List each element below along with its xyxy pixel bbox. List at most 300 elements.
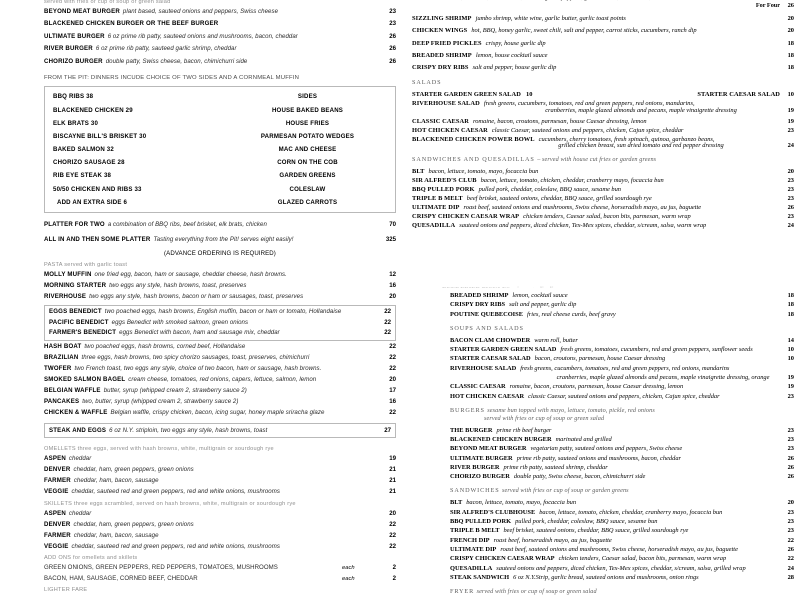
item-price: 23 — [787, 426, 794, 434]
heading-subtext: served with fries or cup of soup or green salad — [476, 588, 597, 595]
item-price: 21 — [389, 488, 396, 496]
item-desc: romaine, bacon, croutons, parmesan, house Caesar dressing, lemon — [472, 117, 647, 125]
item-desc: two French toast, two eggs any style, choice of two bacon, ham or sausage, hash browns. — [74, 364, 322, 372]
menu-item — [412, 65, 794, 72]
heading-subtext: – served with house cut fries or garden greens — [537, 156, 657, 164]
item-desc: Tasting everything from the Pit! serves eight easily! — [153, 235, 294, 243]
item-name: BELGIAN WAFFLE — [44, 386, 101, 394]
menu-item — [412, 205, 794, 212]
menu-item — [49, 309, 391, 315]
item-price: 18 — [787, 301, 794, 309]
item-price: 21 — [389, 466, 396, 474]
side-item: GARDEN GREENS — [279, 172, 336, 180]
skillets-list — [44, 511, 396, 550]
item-desc: salt and pepper, house garlic dip — [472, 64, 557, 72]
item-name: SMOKED SALMON BAGEL — [44, 375, 126, 383]
item-name: QUESADILLA — [450, 564, 493, 572]
item-name: CLASSIC CAESAR — [450, 383, 506, 391]
item-desc: cheddar, sauteed red and green peppers, red and white onions, mushrooms — [71, 488, 280, 496]
item-price: 10 — [787, 355, 794, 363]
overlay-menu-layer — [442, 288, 794, 601]
menu-item — [44, 272, 396, 278]
item-name: BLACKENED CHICKEN POWER BOWL — [412, 135, 535, 143]
menu-item — [442, 347, 794, 354]
item-name: BREADED SHRIMP — [412, 51, 472, 59]
item-desc — [444, 0, 746, 2]
item-desc: salt and pepper, garlic dip — [509, 301, 577, 309]
item-name: CRISPY DRY RIBS — [412, 64, 469, 72]
item-name: SIR ALFRED'S CLUB — [412, 177, 477, 185]
item-price: 23 — [389, 20, 396, 28]
platter-item — [44, 221, 396, 228]
menu-item — [44, 489, 396, 495]
item-desc: romaine, bacon, croutons, parmesan, house Caesar dressing, lemon — [509, 383, 684, 391]
item-desc: roast beef, sauteed onions and mushrooms, Swiss cheese, horseradish mayo, au jus, baguette — [500, 546, 738, 554]
menu-item — [442, 437, 794, 444]
continuation-text: cranberries, maple glazed almonds and pecans, maple vinaigrette dressing, orange — [556, 374, 770, 382]
item-desc: cheddar, ham, bacon, sausage — [73, 531, 159, 539]
item-price: 23 — [787, 527, 794, 535]
item-desc: cheddar, ham, bacon, sausage — [73, 477, 159, 485]
item-price: 19 — [787, 383, 794, 391]
item-name: CLASSIC CAESAR — [412, 117, 469, 125]
item-price: 24 — [787, 142, 794, 150]
heading-text: SANDWICHES — [450, 487, 500, 495]
heading-subtext: sesame bun topped with mayo, lettuce, tomato, pickle, red onions — [487, 406, 655, 414]
item-name: EGGS BENEDICT — [49, 307, 102, 315]
item-name: STEAK AND EGGS — [49, 427, 107, 435]
sandwiches-quesadillas-heading — [412, 156, 794, 163]
menu-item — [49, 428, 391, 434]
item-name: STEAK SANDWICH — [450, 574, 510, 582]
item-name: MORNING STARTER — [44, 281, 107, 289]
item-desc: warm roll, butter — [534, 336, 578, 344]
item-name: DEEP FRIED PICKLES — [412, 39, 482, 47]
item-desc: sauteed onions and peppers, diced chicken, Tex-Mex spices, cheddar, s/cream, salsa, warm wrap — [459, 221, 707, 229]
item-price: 23 — [787, 435, 794, 443]
item-desc: cheddar — [68, 455, 92, 463]
breakfast-list — [44, 272, 396, 300]
menu-item — [442, 566, 794, 573]
item-price: 20 — [787, 27, 794, 35]
item-desc: 6 oz N.Y.Strip, garlic bread, sauteed onions and mushrooms, onion rings — [513, 574, 699, 582]
item-name: BLT — [412, 168, 425, 176]
menu-item — [412, 178, 794, 185]
item-price: 23 — [787, 212, 794, 220]
menu-item — [442, 356, 794, 363]
item-desc: cheddar — [68, 509, 92, 517]
side-item: HOUSE BAKED BEANS — [271, 106, 344, 114]
heading-text: FRYER — [450, 588, 475, 595]
item-price: 23 — [787, 445, 794, 453]
item-name: STARTER CAESAR SALAD — [697, 91, 780, 99]
pit-main: CHORIZO SAUSAGE 28 — [53, 159, 125, 167]
item-desc: fries, real cheese curds, beef gravy — [526, 310, 616, 318]
item-desc: bacon, lettuce, tomato, mayo, focaccia bun — [428, 168, 539, 176]
pit-sides-list — [228, 93, 387, 206]
item-price: 26 — [787, 454, 794, 462]
pit-main: ELK BRATS 30 — [53, 119, 99, 127]
menu-item — [44, 478, 396, 484]
item-desc-continuation — [412, 142, 794, 149]
item-name: HOT CHICKEN CAESAR — [412, 126, 488, 134]
item-name: RIVERHOUSE SALAD — [450, 364, 517, 372]
item-desc: classic Caesar, sauteed onions and peppers, chicken, Cajun spice, cheddar — [491, 126, 684, 134]
menu-item — [412, 28, 794, 35]
item-desc: cream cheese, tomatoes, red onions, capers, lettuce, salmon, lemon — [128, 375, 317, 383]
item-name: HOT CHICKEN CAESAR — [450, 392, 525, 400]
fryer-heading — [450, 588, 794, 595]
menu-item — [442, 556, 794, 563]
pasta-heading: PASTA served with garlic toast — [44, 261, 128, 268]
item-price: 20 — [787, 499, 794, 507]
item-name — [412, 0, 440, 2]
menu-item — [44, 59, 396, 65]
menu-item — [44, 388, 396, 394]
item-name: BLT — [450, 499, 463, 507]
item-price: 18 — [787, 310, 794, 318]
menu-item — [44, 533, 396, 539]
breakfast-more-list — [44, 344, 396, 416]
item-price: 24 — [787, 221, 794, 229]
item-price: 28 — [787, 574, 794, 582]
item-price: 19 — [389, 455, 396, 463]
item-name: FARMER — [44, 531, 71, 539]
item-price: 18 — [787, 51, 794, 59]
skillets-heading: SKILLETS three eggs scrambled, served on hash browns, white, multigrain or sourdough rye — [44, 500, 296, 507]
item-name: ULTIMATE DIP — [450, 546, 497, 554]
item-desc-continuation — [442, 375, 794, 382]
item-name: BLACKENED CHICKEN BURGER — [450, 435, 552, 443]
menu-item — [442, 519, 794, 526]
side-item: MAC AND CHEESE — [278, 146, 337, 154]
pit-mains-list — [53, 93, 228, 206]
item-name: FRENCH DIP — [450, 536, 490, 544]
item-desc: cheddar, ham, green peppers, green onions — [73, 520, 194, 528]
add-ons-list — [44, 565, 396, 582]
item-price: 26 — [787, 473, 794, 481]
menu-item — [44, 522, 396, 528]
burgers-cut-note: served with fries or cup of soup or green salad — [44, 0, 171, 5]
sandwiches-heading — [450, 487, 794, 494]
item-name: DENVER — [44, 520, 71, 528]
item-price: 22 — [787, 555, 794, 563]
side-item: CORN ON THE COB — [277, 159, 338, 167]
burgers-heading — [450, 407, 794, 414]
item-name: RIVERHOUSE — [44, 292, 87, 300]
side-item: COLESLAW — [289, 185, 326, 193]
menu-item — [442, 384, 794, 391]
item-price: 26 — [389, 45, 396, 53]
right-menu-column — [412, 0, 794, 232]
menu-item — [44, 9, 396, 15]
menu-item — [44, 34, 396, 40]
item-name: STARTER GARDEN GREEN SALAD — [412, 91, 521, 99]
item-desc: bacon, lettuce, tomato, chicken, cheddar, cranberry mayo, focaccia bun — [539, 508, 723, 516]
item-name: CRISPY CHICKEN CAESAR WRAP — [412, 212, 520, 220]
side-item: HOUSE FRIES — [285, 119, 330, 127]
pit-main: BLACKENED CHICKEN 29 — [53, 106, 133, 114]
heading-subtext: served with fries or cup of soup or garden greens — [502, 487, 629, 495]
item-desc: lemon, cocktail sauce — [512, 292, 568, 299]
item-price: 325 — [385, 235, 396, 243]
benedicts-box — [44, 305, 396, 341]
item-price: 26 — [787, 464, 794, 472]
pit-main: BAKED SALMON 32 — [53, 146, 114, 154]
item-name: TRIPLE B MELT — [450, 527, 500, 535]
menu-item — [412, 41, 794, 48]
menu-item — [442, 338, 794, 345]
item-name: RIVER BURGER — [450, 464, 500, 472]
item-name: PANCAKES — [44, 397, 80, 405]
item-price: 18 — [787, 64, 794, 72]
item-price: 22 — [389, 520, 396, 528]
item-desc: classic Caesar, sauteed onions and peppers, chicken, Cajun spice, cheddar — [528, 392, 720, 400]
item-desc: fresh greens, cucumbers, tomatoes, red and green peppers, red onions, mandarins, — [483, 99, 695, 107]
item-name: BACON CLAM CHOWDER — [450, 336, 531, 344]
item-name: RIVER BURGER — [44, 45, 93, 53]
item-price: 19 — [787, 106, 794, 114]
menu-item — [412, 53, 794, 60]
item-name: ALL IN AND THEN SOME PLATTER — [44, 235, 151, 243]
menu-item — [442, 302, 794, 309]
item-desc: chicken tenders, Caesar salad, bacon bits, parmesan, warm wrap — [523, 212, 691, 220]
item-name: CHICKEN & WAFFLE — [44, 408, 108, 416]
menu-item — [44, 46, 396, 52]
salads-heading: SALADS — [412, 79, 442, 87]
item-price: 2 — [392, 575, 396, 583]
menu-item — [44, 544, 396, 550]
nachos-for-four-row — [412, 3, 794, 10]
item-price: 23 — [787, 177, 794, 185]
item-price: 22 — [787, 536, 794, 544]
item-name: POUTINE QUEBECOISE — [450, 310, 523, 318]
item-price: 23 — [389, 8, 396, 15]
item-desc: marinated and grilled — [555, 435, 612, 443]
menu-item — [442, 528, 794, 535]
item-price: 18 — [787, 39, 794, 47]
item-price: 22 — [389, 342, 396, 350]
item-price: 24 — [787, 564, 794, 572]
steak-and-eggs-box — [44, 423, 396, 438]
menu-item — [442, 547, 794, 554]
menu-item — [412, 128, 794, 135]
menu-item — [412, 169, 794, 176]
item-price: 23 — [787, 186, 794, 194]
menu-item — [44, 565, 396, 571]
pit-main: BBQ RIBS 38 — [53, 93, 94, 101]
item-price: 22 — [384, 307, 391, 315]
item-price: 10 — [787, 91, 794, 99]
pit-main: RIB EYE STEAK 38 — [53, 172, 112, 180]
menu-item — [44, 399, 396, 405]
item-desc: chicken tenders, Caesar salad, bacon bits, parmesan, warm wrap — [558, 555, 727, 563]
continuation-text: cranberries, maple glazed almonds and pecans, maple vinaigrette dressing — [545, 106, 737, 114]
item-price: 21 — [389, 477, 396, 485]
item-desc: eggs Benedict with bacon, ham and sausage mix, cheddar — [119, 329, 280, 337]
sides-title: SIDES — [297, 93, 318, 101]
item-price: 26 — [389, 57, 396, 65]
item-price: 22 — [389, 542, 396, 550]
item-price: 23 — [787, 508, 794, 516]
item-desc: Belgian waffle, crispy chicken, bacon, icing sugar, honey maple sriracha glaze — [110, 408, 325, 416]
item-name: BEYOND MEAT BURGER — [450, 445, 527, 453]
menu-item — [412, 0, 794, 2]
menu-item — [44, 344, 396, 350]
item-price: 14 — [787, 336, 794, 344]
item-desc: 6 oz N.Y. striploin, two eggs any style, hash browns, toast — [109, 427, 268, 435]
item-name: TRIPLE B MELT — [412, 195, 463, 203]
item-desc: two eggs any style, hash browns, bacon or ham or sausages, toast, preserves — [89, 292, 304, 300]
from-the-pit-heading: FROM THE PIT: DINNERS INCUDE CHOICE OF TWO SIDES AND A CORNMEAL MUFFIN — [44, 75, 300, 82]
item-qty-two — [746, 0, 780, 2]
item-desc: crispy, house garlic dip — [485, 39, 546, 47]
item-name: SIR ALFRED'S CLUBHOUSE — [450, 508, 536, 516]
item-price: 16 — [389, 281, 396, 289]
item-desc: a combination of BBQ ribs, beef brisket, elk brats, chicken — [107, 220, 267, 228]
menu-item — [442, 510, 794, 517]
pit-main: BISCAYNE BILL'S BRISKET 30 — [53, 132, 147, 140]
item-name: ULTIMATE BURGER — [450, 454, 513, 462]
item-unit: each — [342, 576, 355, 583]
side-item: GLAZED CARROTS — [277, 198, 338, 206]
from-the-pit-box — [44, 86, 396, 213]
item-name: BEYOND MEAT BURGER — [44, 8, 120, 15]
salads-pair-row — [412, 92, 794, 99]
menu-item — [44, 377, 396, 383]
item-desc: fresh greens, tomatoes, cucumbers, red and green peppers, sunflower seeds — [560, 345, 753, 353]
item-desc: cheddar, sauteed red and green peppers, red and white onions, mushrooms — [71, 542, 280, 550]
item-name: ULTIMATE DIP — [412, 203, 460, 211]
menu-item — [44, 21, 396, 27]
item-name: BRAZILIAN — [44, 353, 79, 361]
item-desc: fresh greens, cucumbers, tomatoes, red and green peppers, red onions, mandarins — [520, 364, 730, 372]
menu-item — [442, 312, 794, 319]
menu-item — [442, 446, 794, 453]
item-desc: plant based, sauteed onions and peppers, Swiss cheese — [122, 8, 279, 15]
menu-item — [412, 187, 794, 194]
item-desc: prime rib patty, sauteed shrimp, cheddar — [503, 464, 608, 472]
item-desc: cucumbers, cherry tomatoes, fresh spinach, quinoa, garbanzo beans, — [538, 135, 715, 143]
item-desc: beef brisket, sauteed onions, cheddar, BBQ sauce, grilled sourdough rye — [466, 195, 652, 203]
left-menu-column — [44, 0, 396, 597]
item-price: 70 — [389, 220, 396, 228]
menu-item — [412, 196, 794, 203]
item-price: 20 — [787, 168, 794, 176]
item-desc: lemon, house cocktail sauce — [475, 51, 548, 59]
item-name: VEGGIE — [44, 542, 69, 550]
menu-item — [412, 223, 794, 230]
item-name: STARTER CAESAR SALAD — [450, 355, 531, 363]
menu-item — [412, 214, 794, 221]
menu-item — [442, 575, 794, 582]
menu-item — [44, 294, 396, 300]
item-desc: pulled pork, cheddar, coleslaw, BBQ sauce, sesame bun — [515, 517, 658, 525]
item-price: 20 — [389, 375, 396, 383]
add-ons-heading: ADD ONS for omellets and skillets — [44, 555, 138, 562]
burgers-heading-line2: served with fries or cup of soup or green salad — [484, 414, 605, 422]
item-name: BACON, HAM, SAUSAGE, CORNED BEEF, CHEDDAR — [44, 575, 198, 583]
item-price: 20 — [787, 14, 794, 22]
menu-item — [442, 293, 794, 300]
item-desc: two poached eggs, hash browns, English muffin, bacon or ham or tomato, Hollandaise — [104, 307, 342, 315]
item-name: ASPEN — [44, 455, 66, 463]
item-name: ASPEN — [44, 509, 66, 517]
menu-item — [412, 16, 794, 23]
item-name: BREADED SHRIMP — [450, 292, 509, 299]
menu-item — [442, 428, 794, 435]
item-price: 20 — [389, 509, 396, 517]
menu-item — [44, 366, 396, 372]
item-desc: one fried egg, bacon, ham or sausage, cheddar cheese, hash browns. — [94, 270, 287, 278]
item-price: 22 — [389, 408, 396, 416]
menu-item — [44, 355, 396, 361]
item-name: RIVERHOUSE SALAD — [412, 99, 480, 107]
item-price: 23 — [787, 517, 794, 525]
item-desc: prime rib beef burger — [496, 426, 552, 434]
menu-item — [412, 119, 794, 126]
menu-item — [49, 320, 391, 326]
item-price: 22 — [389, 531, 396, 539]
item-unit: each — [342, 565, 355, 572]
item-desc: vegetarian patty, sauteed onions and peppers, Swiss cheese — [530, 445, 683, 453]
item-price: 27 — [384, 427, 391, 435]
item-price: 16 — [389, 397, 396, 405]
menu-item — [44, 467, 396, 473]
item-price: 20 — [389, 292, 396, 300]
item-desc: butter, syrup (whipped cream 2, strawberry sauce 2) — [103, 386, 247, 394]
item-price: 26 — [787, 203, 794, 211]
item-desc: two, butter, syrup (whipped cream 2, strawberry sauce 2) — [82, 397, 239, 405]
item-price: 22 — [389, 364, 396, 372]
menu-item — [44, 410, 396, 416]
item-desc: prime rib patty, sauteed onions and mushrooms, bacon, cheddar — [516, 454, 681, 462]
item-name: QUESADILLA — [412, 221, 456, 229]
item-price: 17 — [389, 386, 396, 394]
item-desc: three eggs, hash browns, two spicy chorizo sausages, toast, preserves, chimichurri — [81, 353, 310, 361]
menu-item — [442, 474, 794, 481]
menu-item — [44, 283, 396, 289]
item-price: 22 — [389, 353, 396, 361]
item-name: BBQ PULLED PORK — [450, 517, 512, 525]
item-desc: two poached eggs, hash browns, corned beef, Hollandaise — [84, 342, 246, 350]
item-desc: roast beef, sauteed onions and mushrooms, Swiss cheese, horseradish mayo, au jus, baguette — [463, 203, 702, 211]
pit-extra-side: ADD AN EXTRA SIDE 6 — [57, 198, 128, 206]
item-desc: 6 oz prime rib patty, sauteed garlic shrimp, cheddar — [95, 45, 237, 53]
item-desc: two eggs any style, hash browns, toast, preserves — [109, 281, 247, 289]
menu-item — [44, 576, 396, 582]
item-price: 19 — [787, 117, 794, 125]
item-desc: sauteed onions and peppers, diced chicken, Tex-Mex spices, cheddar, s/cream, salsa, grilled wrap — [496, 564, 746, 572]
menu-item — [44, 511, 396, 517]
item-name: FARMER'S BENEDICT — [49, 329, 117, 337]
item-name: SIZZLING SHRIMP — [412, 14, 472, 22]
menu-item — [442, 500, 794, 507]
item-desc: hot, BBQ, honey garlic, sweet chili, salt and pepper, carrot sticks, cucumbers, ranch dip — [471, 27, 697, 35]
item-desc: cheddar, ham, green peppers, green onions — [73, 466, 194, 474]
item-name: HASH BOAT — [44, 342, 82, 350]
item-price: 23 — [787, 392, 794, 400]
item-price: 22 — [384, 329, 391, 337]
item-price: 22 — [384, 318, 391, 326]
pit-main: 50/50 CHICKEN AND RIBS 33 — [53, 185, 142, 193]
item-name: TWOFER — [44, 364, 72, 372]
advance-ordering-note: (ADVANCE ORDERING IS REQUIRED) — [164, 249, 276, 257]
burgers-list — [44, 9, 396, 65]
item-price: 10 — [525, 91, 533, 99]
menu-item — [442, 465, 794, 472]
item-desc: bacon, lettuce, tomato, chicken, cheddar, cranberry mayo, focaccia bun — [480, 177, 664, 185]
